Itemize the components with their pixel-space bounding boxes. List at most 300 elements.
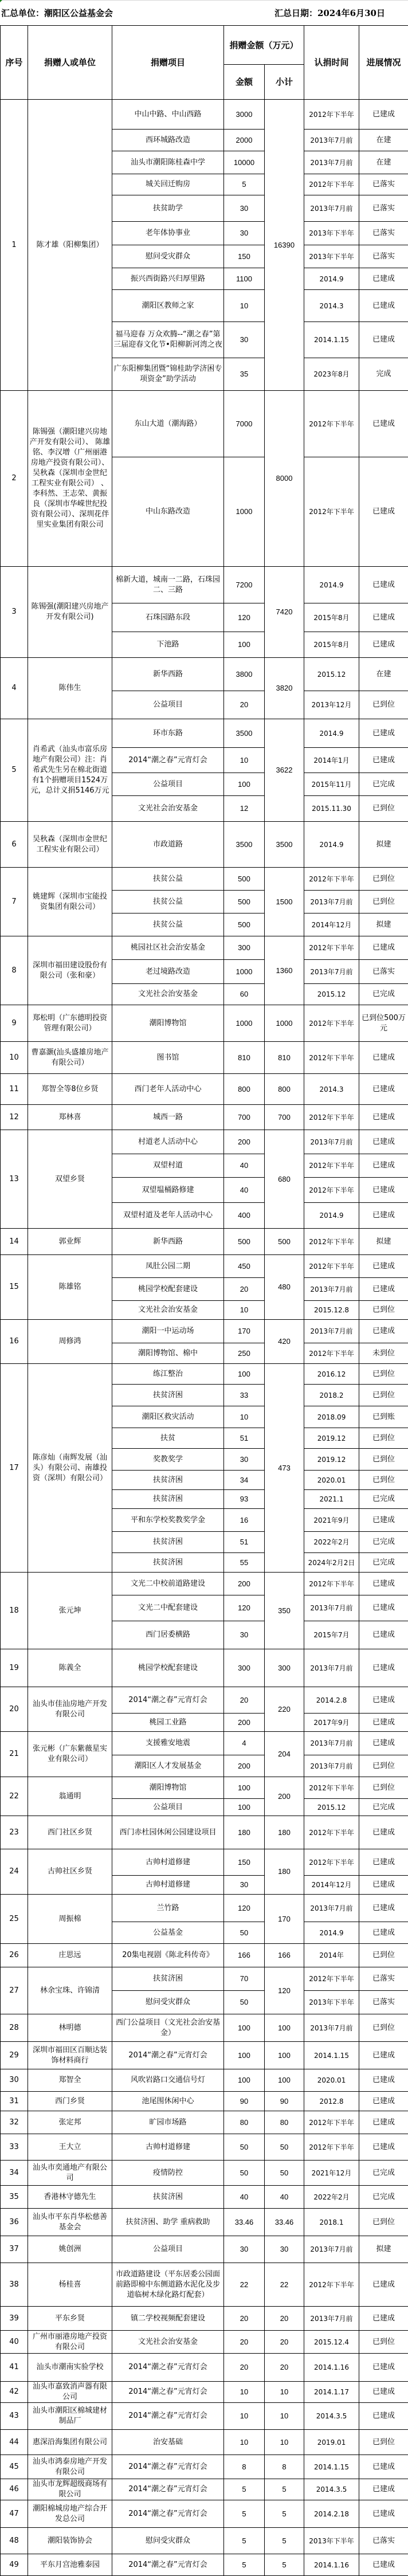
pledge-time-cell[interactable]: 2014年 [304,1944,359,1967]
amount-cell[interactable]: 810 [224,1042,265,1074]
subtotal-cell[interactable]: 33.46 [265,2209,304,2236]
seq-cell[interactable]: 2 [1,391,28,567]
seq-cell[interactable]: 1 [1,100,28,391]
pledge-time-cell[interactable]: 2012年下半年 [304,1573,359,1595]
amount-cell[interactable]: 120 [224,1595,265,1621]
seq-cell[interactable]: 20 [1,1687,28,1732]
subtotal-cell[interactable]: 8 [265,2455,304,2479]
donor-cell[interactable]: 陈锡强(潮阳建兴房地产开发有限公司) [28,567,112,658]
amount-cell[interactable]: 20 [224,2331,265,2354]
project-cell[interactable]: 公益基金 [112,1922,224,1944]
project-cell[interactable]: 西门居委横路 [112,1621,224,1649]
amount-cell[interactable]: 20 [224,2307,265,2331]
project-cell[interactable]: 双望村道及老年人活动中心 [112,1203,224,1229]
seq-cell[interactable]: 25 [1,1895,28,1944]
amount-cell[interactable]: 20 [224,1687,265,1714]
pledge-time-cell[interactable]: 2022年2月 [304,1532,359,1553]
pledge-time-cell[interactable]: 2015.12.4 [304,2331,359,2354]
amount-cell[interactable]: 30 [224,1621,265,1649]
amount-cell[interactable]: 1000 [224,457,265,567]
subtotal-cell[interactable]: 180 [265,1849,304,1895]
amount-cell[interactable]: 10 [224,1406,265,1428]
status-cell[interactable]: 已建成 [359,1649,408,1687]
project-cell[interactable]: 环市东路 [112,719,224,748]
project-cell[interactable]: 老年体协事业 [112,222,224,245]
donor-cell[interactable]: 陈義全 [28,1649,112,1687]
project-cell[interactable]: 桃园工业路 [112,1714,224,1732]
amount-cell[interactable]: 4 [224,1732,265,1755]
project-cell[interactable]: 潮阳区救灾活动 [112,1406,224,1428]
pledge-time-cell[interactable]: 2013年7月前 [304,1895,359,1922]
donor-cell[interactable]: 翁通明 [28,1777,112,1816]
amount-cell[interactable]: 35 [224,358,265,391]
amount-cell[interactable]: 2000 [224,130,265,151]
status-cell[interactable]: 已建成 [359,1154,408,1178]
donor-cell[interactable]: 郑松明（广东德明投资管理有限公司） [28,1005,112,1042]
project-cell[interactable]: 石珠园路东段 [112,603,224,632]
pledge-time-cell[interactable]: 2013年下半年 [304,1991,359,2014]
project-cell[interactable]: 2014“潮之春”元宵灯会 [112,1687,224,1714]
amount-cell[interactable]: 300 [224,1649,265,1687]
status-cell[interactable]: 已建成 [359,1849,408,1876]
status-cell[interactable]: 拟建 [359,1229,408,1255]
seq-cell[interactable]: 11 [1,1074,28,1105]
amount-cell[interactable]: 40 [224,2186,265,2209]
subtotal-cell[interactable]: 300 [265,1649,304,1687]
status-cell[interactable]: 已建成 [359,1621,408,1649]
project-cell[interactable]: 古帅村道修建 [112,2134,224,2161]
project-cell[interactable]: 扶贫公益 [112,868,224,891]
donor-cell[interactable]: 深圳市福田区百顺达装饰材料商行 [28,2042,112,2069]
pledge-time-cell[interactable]: 2014.3 [304,1074,359,1105]
amount-cell[interactable]: 10 [224,2430,265,2455]
donor-cell[interactable]: 周修鸿 [28,1320,112,1364]
subtotal-cell[interactable]: 700 [265,1105,304,1130]
status-cell[interactable]: 已建成 [359,1130,408,1154]
pledge-time-cell[interactable]: 2015年7月 [304,1621,359,1649]
status-cell[interactable]: 已落实 [359,960,408,984]
status-cell[interactable]: 已建成 [359,1278,408,1301]
status-cell[interactable]: 已建成 [359,2092,408,2111]
donor-cell[interactable]: 汕头市嘉致消声器有限公司 [28,2382,112,2403]
status-cell[interactable]: 已完成 [359,773,408,796]
seq-cell[interactable]: 45 [1,2455,28,2479]
status-cell[interactable]: 拟建 [359,913,408,936]
status-cell[interactable]: 已建成 [359,1178,408,1203]
status-cell[interactable]: 拟建 [359,822,408,868]
subtotal-cell[interactable]: 350 [265,1573,304,1649]
status-cell[interactable]: 未到位 [359,1343,408,1364]
donor-cell[interactable]: 汕头市鸿泰房地产开发有限公司 [28,2455,112,2479]
pledge-time-cell[interactable]: 2014.9 [304,268,359,290]
pledge-time-cell[interactable]: 2012年下半年 [304,2111,359,2134]
subtotal-cell[interactable]: 1500 [265,868,304,936]
project-cell[interactable]: 2014“潮之春”元宵灯会 [112,2403,224,2430]
donor-cell[interactable]: 汕头市奕通地产有限公司 [28,2161,112,2186]
pledge-time-cell[interactable]: 2015年8月 [304,603,359,632]
project-cell[interactable]: 桃园学校配套建设 [112,1278,224,1301]
pledge-time-cell[interactable]: 2019.01 [304,2430,359,2455]
pledge-time-cell[interactable]: 2014年12月 [304,1876,359,1895]
pledge-time-cell[interactable]: 2014.9 [304,719,359,748]
project-cell[interactable]: 东山大道（潮海路） [112,391,224,457]
donor-cell[interactable]: 平东乡贤 [28,2307,112,2331]
subtotal-cell[interactable]: 5 [265,2528,304,2554]
project-cell[interactable]: 20集电视剧《陈北科传奇》 [112,1944,224,1967]
status-cell[interactable]: 已建成 [359,2455,408,2479]
pledge-time-cell[interactable]: 2014.3.5 [304,2403,359,2430]
amount-cell[interactable]: 5 [224,2479,265,2500]
seq-cell[interactable]: 33 [1,2134,28,2161]
amount-cell[interactable]: 100 [224,632,265,658]
project-cell[interactable]: 文光社会治安基金 [112,984,224,1005]
amount-cell[interactable]: 300 [224,936,265,960]
status-cell[interactable]: 已到位 [359,2331,408,2354]
seq-cell[interactable]: 23 [1,1816,28,1849]
amount-cell[interactable]: 3800 [224,658,265,691]
project-cell[interactable]: 扶贫济困 [112,1967,224,1991]
seq-cell[interactable]: 37 [1,2236,28,2263]
project-cell[interactable]: 村道老人活动中心 [112,1130,224,1154]
amount-cell[interactable]: 5 [224,2500,265,2528]
subtotal-cell[interactable]: 200 [265,1777,304,1816]
pledge-time-cell[interactable]: 2019.12 [304,1449,359,1471]
amount-cell[interactable]: 33.46 [224,2209,265,2236]
project-cell[interactable]: 中山东路改造 [112,457,224,567]
pledge-time-cell[interactable]: 2012.8 [304,2092,359,2111]
amount-cell[interactable]: 10 [224,290,265,322]
donor-cell[interactable]: 深圳市福田建设股份有限公司（张和豪） [28,936,112,1005]
pledge-time-cell[interactable]: 2012年下半年 [304,2263,359,2307]
pledge-time-cell[interactable]: 2012年下半年 [304,1178,359,1203]
seq-cell[interactable]: 14 [1,1229,28,1255]
project-cell[interactable]: 兰竹路 [112,1895,224,1922]
amount-cell[interactable]: 120 [224,1895,265,1922]
amount-cell[interactable]: 100 [224,773,265,796]
project-cell[interactable]: 文光社会治安基金 [112,2331,224,2354]
project-cell[interactable]: 凤肚公园二期 [112,1255,224,1278]
status-cell[interactable]: 已到位 [359,796,408,822]
amount-cell[interactable]: 150 [224,1849,265,1876]
project-cell[interactable]: 扶贫济困、助学 重病救助 [112,2209,224,2236]
status-cell[interactable]: 已建成 [359,1687,408,1714]
project-cell[interactable]: 潮阳一中运动场 [112,1320,224,1343]
pledge-time-cell[interactable]: 2012年下半年 [304,1967,359,1991]
donor-cell[interactable]: 平东月宫池雅泰园 [28,2554,112,2576]
donor-cell[interactable]: 郑林喜 [28,1105,112,1130]
project-cell[interactable]: 扶贫济困 [112,1532,224,1553]
status-cell[interactable]: 已到账 [359,1406,408,1428]
status-cell[interactable]: 已建成 [359,322,408,358]
pledge-time-cell[interactable]: 2014.9 [304,1203,359,1229]
amount-cell[interactable]: 51 [224,1532,265,1553]
amount-cell[interactable]: 50 [224,1991,265,2014]
project-cell[interactable]: 汕头市潮阳陈桂森中学 [112,151,224,174]
project-cell[interactable]: 扶贫济困 [112,1490,224,1509]
seq-cell[interactable]: 42 [1,2382,28,2403]
donor-cell[interactable]: 汕头市佳汕房地产开发有限公司 [28,1687,112,1732]
amount-cell[interactable]: 500 [224,913,265,936]
status-cell[interactable]: 已建成 [359,1895,408,1922]
project-cell[interactable]: 扶贫济困 [112,1553,224,1573]
project-cell[interactable]: 练江整治 [112,1364,224,1385]
seq-cell[interactable]: 47 [1,2500,28,2528]
pledge-time-cell[interactable]: 2018.2 [304,1385,359,1406]
amount-cell[interactable]: 200 [224,1573,265,1595]
status-cell[interactable]: 已建成 [359,1732,408,1755]
subtotal-cell[interactable]: 20 [265,2354,304,2382]
amount-cell[interactable]: 93 [224,1490,265,1509]
amount-cell[interactable]: 90 [224,2092,265,2111]
donor-cell[interactable]: 庄思远 [28,1944,112,1967]
status-cell[interactable]: 已到位 [359,1428,408,1449]
pledge-time-cell[interactable]: 2018.1 [304,2209,359,2236]
pledge-time-cell[interactable]: 2014年12月 [304,913,359,936]
seq-cell[interactable]: 36 [1,2209,28,2236]
status-cell[interactable]: 已到位 [359,1944,408,1967]
amount-cell[interactable]: 30 [224,195,265,222]
seq-cell[interactable]: 22 [1,1777,28,1816]
project-cell[interactable]: 棉新大道，城南一二路，石珠园二、三路 [112,567,224,603]
status-cell[interactable]: 已到位 [359,1385,408,1406]
project-cell[interactable]: 2014“潮之春”元宵灯会 [112,2042,224,2069]
pledge-time-cell[interactable]: 2014.9 [304,1922,359,1944]
pledge-time-cell[interactable]: 2014.2.18 [304,2500,359,2528]
seq-cell[interactable]: 32 [1,2111,28,2134]
amount-cell[interactable]: 3500 [224,822,265,868]
pledge-time-cell[interactable]: 2014.2.8 [304,1687,359,1714]
donor-cell[interactable]: 郑智全等8位乡贤 [28,1074,112,1105]
donor-cell[interactable]: 广州市丽港房地产投资有限公司 [28,2331,112,2354]
project-cell[interactable]: 2014“潮之春”元宵灯会 [112,748,224,773]
amount-cell[interactable]: 10 [224,1301,265,1320]
subtotal-cell[interactable]: 40 [265,2186,304,2209]
subtotal-cell[interactable]: 473 [265,1364,304,1573]
pledge-time-cell[interactable]: 2012年下半年 [304,1042,359,1074]
pledge-time-cell[interactable]: 2014.9 [304,567,359,603]
donor-cell[interactable]: 汕头市平东肖华松慈善基金会 [28,2209,112,2236]
status-cell[interactable]: 已到位 [359,1301,408,1320]
amount-cell[interactable]: 20 [224,1278,265,1301]
donor-cell[interactable]: 曹嘉灏(汕头盛雄房地产有限公司） [28,1042,112,1074]
status-cell[interactable]: 已到位 [359,868,408,891]
status-cell[interactable]: 已到位 [359,1471,408,1490]
status-cell[interactable]: 已建成 [359,1922,408,1944]
amount-cell[interactable]: 450 [224,1255,265,1278]
subtotal-cell[interactable]: 800 [265,1074,304,1105]
status-cell[interactable]: 已建成 [359,2382,408,2403]
amount-cell[interactable]: 100 [224,1799,265,1816]
subtotal-cell[interactable]: 3820 [265,658,304,719]
project-cell[interactable]: 图书馆 [112,1042,224,1074]
status-cell[interactable]: 已建成 [359,2354,408,2382]
status-cell[interactable]: 已到位 [359,1755,408,1777]
seq-cell[interactable]: 6 [1,822,28,868]
project-cell[interactable]: 池尾围休闲中心 [112,2092,224,2111]
amount-cell[interactable]: 166 [224,1944,265,1967]
subtotal-cell[interactable]: 22 [265,2263,304,2307]
pledge-time-cell[interactable]: 2015年11月 [304,773,359,796]
status-cell[interactable]: 已建成 [359,2403,408,2430]
status-cell[interactable]: 已完成 [359,1553,408,1573]
seq-cell[interactable]: 28 [1,2014,28,2042]
project-cell[interactable]: 2014“潮之春”元宵灯会 [112,2455,224,2479]
donor-cell[interactable]: 张定邦 [28,2111,112,2134]
subtotal-cell[interactable]: 30 [265,2236,304,2263]
amount-cell[interactable]: 170 [224,1320,265,1343]
amount-cell[interactable]: 100 [224,1777,265,1799]
amount-cell[interactable]: 51 [224,1428,265,1449]
status-cell[interactable]: 在建 [359,151,408,174]
status-cell[interactable]: 已建成 [359,100,408,130]
seq-cell[interactable]: 29 [1,2042,28,2069]
status-cell[interactable]: 已建成 [359,2263,408,2307]
donor-cell[interactable]: 香港林守德先生 [28,2186,112,2209]
amount-cell[interactable]: 1100 [224,268,265,290]
pledge-time-cell[interactable]: 2012年下半年 [304,100,359,130]
subtotal-cell[interactable]: 50 [265,2134,304,2161]
pledge-time-cell[interactable]: 2013年7月前 [304,1595,359,1621]
subtotal-cell[interactable]: 680 [265,1130,304,1229]
project-cell[interactable]: 潮阳博物馆 [112,1777,224,1799]
project-cell[interactable]: 风吹岩路口交通信号灯 [112,2069,224,2092]
subtotal-cell[interactable]: 120 [265,1967,304,2014]
status-cell[interactable]: 已落实 [359,245,408,268]
status-cell[interactable]: 已到位 [359,1364,408,1385]
project-cell[interactable]: 扶贫助学 [112,195,224,222]
status-cell[interactable]: 已完成 [359,1532,408,1553]
status-cell[interactable]: 已建成 [359,748,408,773]
project-cell[interactable]: 2014“潮之春”元宵灯会 [112,2382,224,2403]
subtotal-cell[interactable]: 170 [265,1895,304,1944]
status-cell[interactable]: 已建成 [359,2554,408,2576]
donor-cell[interactable]: 王大立 [28,2134,112,2161]
seq-cell[interactable]: 3 [1,567,28,658]
seq-cell[interactable]: 12 [1,1105,28,1130]
subtotal-cell[interactable]: 10 [265,2430,304,2455]
project-cell[interactable]: 奖教奖学 [112,1449,224,1471]
pledge-time-cell[interactable]: 2019.12 [304,1428,359,1449]
amount-cell[interactable]: 800 [224,1074,265,1105]
pledge-time-cell[interactable]: 2015.12 [304,984,359,1005]
project-cell[interactable]: 2014“潮之春”元宵灯会 [112,2554,224,2576]
donor-cell[interactable]: 杨桂喜 [28,2263,112,2307]
pledge-time-cell[interactable]: 2013年7月前 [304,2236,359,2263]
donor-cell[interactable]: 肖希武（汕头市富乐房地产有限公司）注：肖希武先生另在棉北街道有1个捐赠项目1524万元，总计义捐5146万元 [28,719,112,822]
pledge-time-cell[interactable]: 2014.3 [304,290,359,322]
amount-cell[interactable]: 55 [224,1553,265,1573]
project-cell[interactable]: 公益项目 [112,1799,224,1816]
amount-cell[interactable]: 100 [224,2014,265,2042]
status-cell[interactable]: 已到位500万元 [359,1005,408,1042]
seq-cell[interactable]: 7 [1,868,28,936]
pledge-time-cell[interactable]: 2013年下半年 [304,245,359,268]
amount-cell[interactable]: 100 [224,2042,265,2069]
seq-cell[interactable]: 9 [1,1005,28,1042]
status-cell[interactable]: 已建成 [359,1876,408,1895]
subtotal-cell[interactable]: 1000 [265,1005,304,1042]
project-cell[interactable]: 市政道路 [112,822,224,868]
project-cell[interactable]: 扶贫公益 [112,913,224,936]
amount-cell[interactable]: 7200 [224,567,265,603]
pledge-time-cell[interactable]: 2015.12.8 [304,1301,359,1320]
seq-cell[interactable]: 18 [1,1573,28,1649]
status-cell[interactable]: 完成 [359,358,408,391]
pledge-time-cell[interactable]: 2024年2月2日 [304,1553,359,1573]
status-cell[interactable]: 已建成 [359,1255,408,1278]
pledge-time-cell[interactable]: 2013年7月前 [304,2307,359,2331]
subtotal-cell[interactable]: 20 [265,2331,304,2354]
seq-cell[interactable]: 16 [1,1320,28,1364]
donor-cell[interactable]: 双望乡贤 [28,1130,112,1229]
pledge-time-cell[interactable]: 2012年下半年 [304,1255,359,1278]
subtotal-cell[interactable]: 80 [265,2111,304,2134]
project-cell[interactable]: 慰问受灾群众 [112,245,224,268]
project-cell[interactable]: 潮阳博物馆 [112,1005,224,1042]
status-cell[interactable]: 已建成 [359,1320,408,1343]
pledge-time-cell[interactable]: 2014.1.15 [304,322,359,358]
project-cell[interactable]: 古帅村道修建 [112,1849,224,1876]
pledge-time-cell[interactable]: 2014.1.15 [304,2042,359,2069]
pledge-time-cell[interactable]: 2014.1.16 [304,2554,359,2576]
donor-cell[interactable]: 古帅社区乡贤 [28,1849,112,1895]
subtotal-cell[interactable]: 50 [265,2161,304,2186]
project-cell[interactable]: 西门赤杜园休闲公园建设项目 [112,1816,224,1849]
seq-cell[interactable]: 48 [1,2528,28,2554]
subtotal-cell[interactable]: 220 [265,1687,304,1732]
pledge-time-cell[interactable]: 2013年7月前 [304,2014,359,2042]
pledge-time-cell[interactable]: 2014.3.5 [304,2479,359,2500]
status-cell[interactable]: 已建成 [359,603,408,632]
pledge-time-cell[interactable]: 2015.12 [304,1799,359,1816]
status-cell[interactable]: 已建成 [359,1074,408,1105]
project-cell[interactable]: 老过境路改造 [112,960,224,984]
amount-cell[interactable]: 500 [224,1229,265,1255]
subtotal-cell[interactable]: 166 [265,1944,304,1967]
amount-cell[interactable]: 10000 [224,151,265,174]
amount-cell[interactable]: 400 [224,1203,265,1229]
pledge-time-cell[interactable]: 2022年2月 [304,2186,359,2209]
status-cell[interactable]: 已建成 [359,290,408,322]
amount-cell[interactable]: 500 [224,868,265,891]
amount-cell[interactable]: 30 [224,222,265,245]
subtotal-cell[interactable]: 10 [265,2382,304,2403]
status-cell[interactable]: 已完成 [359,984,408,1005]
amount-cell[interactable]: 60 [224,984,265,1005]
subtotal-cell[interactable]: 20 [265,2307,304,2331]
pledge-time-cell[interactable]: 2014.1.17 [304,2382,359,2403]
donor-cell[interactable]: 郭业辉 [28,1229,112,1255]
subtotal-cell[interactable]: 100 [265,2014,304,2042]
status-cell[interactable]: 已到位 [359,1777,408,1799]
donor-cell[interactable]: 陈才雄（阳柳集团） [28,100,112,391]
project-cell[interactable]: 潮阳博物馆、棉中 [112,1343,224,1364]
status-cell[interactable]: 已建成 [359,2307,408,2331]
amount-cell[interactable]: 200 [224,1714,265,1732]
status-cell[interactable]: 已落实 [359,195,408,222]
donor-cell[interactable]: 陈伟生 [28,658,112,719]
project-cell[interactable]: 2014“潮之春”元宵灯会 [112,2479,224,2500]
subtotal-cell[interactable]: 480 [265,1255,304,1320]
donor-cell[interactable]: 张元彬（广东紫薇星实业有限公司） [28,1732,112,1777]
seq-cell[interactable]: 39 [1,2307,28,2331]
seq-cell[interactable]: 4 [1,658,28,719]
pledge-time-cell[interactable]: 2013年12月 [304,691,359,719]
pledge-time-cell[interactable]: 2020.01 [304,2069,359,2092]
status-cell[interactable]: 已建成 [359,2042,408,2069]
amount-cell[interactable]: 20 [224,691,265,719]
project-cell[interactable]: 扶贫济困 [112,2186,224,2209]
